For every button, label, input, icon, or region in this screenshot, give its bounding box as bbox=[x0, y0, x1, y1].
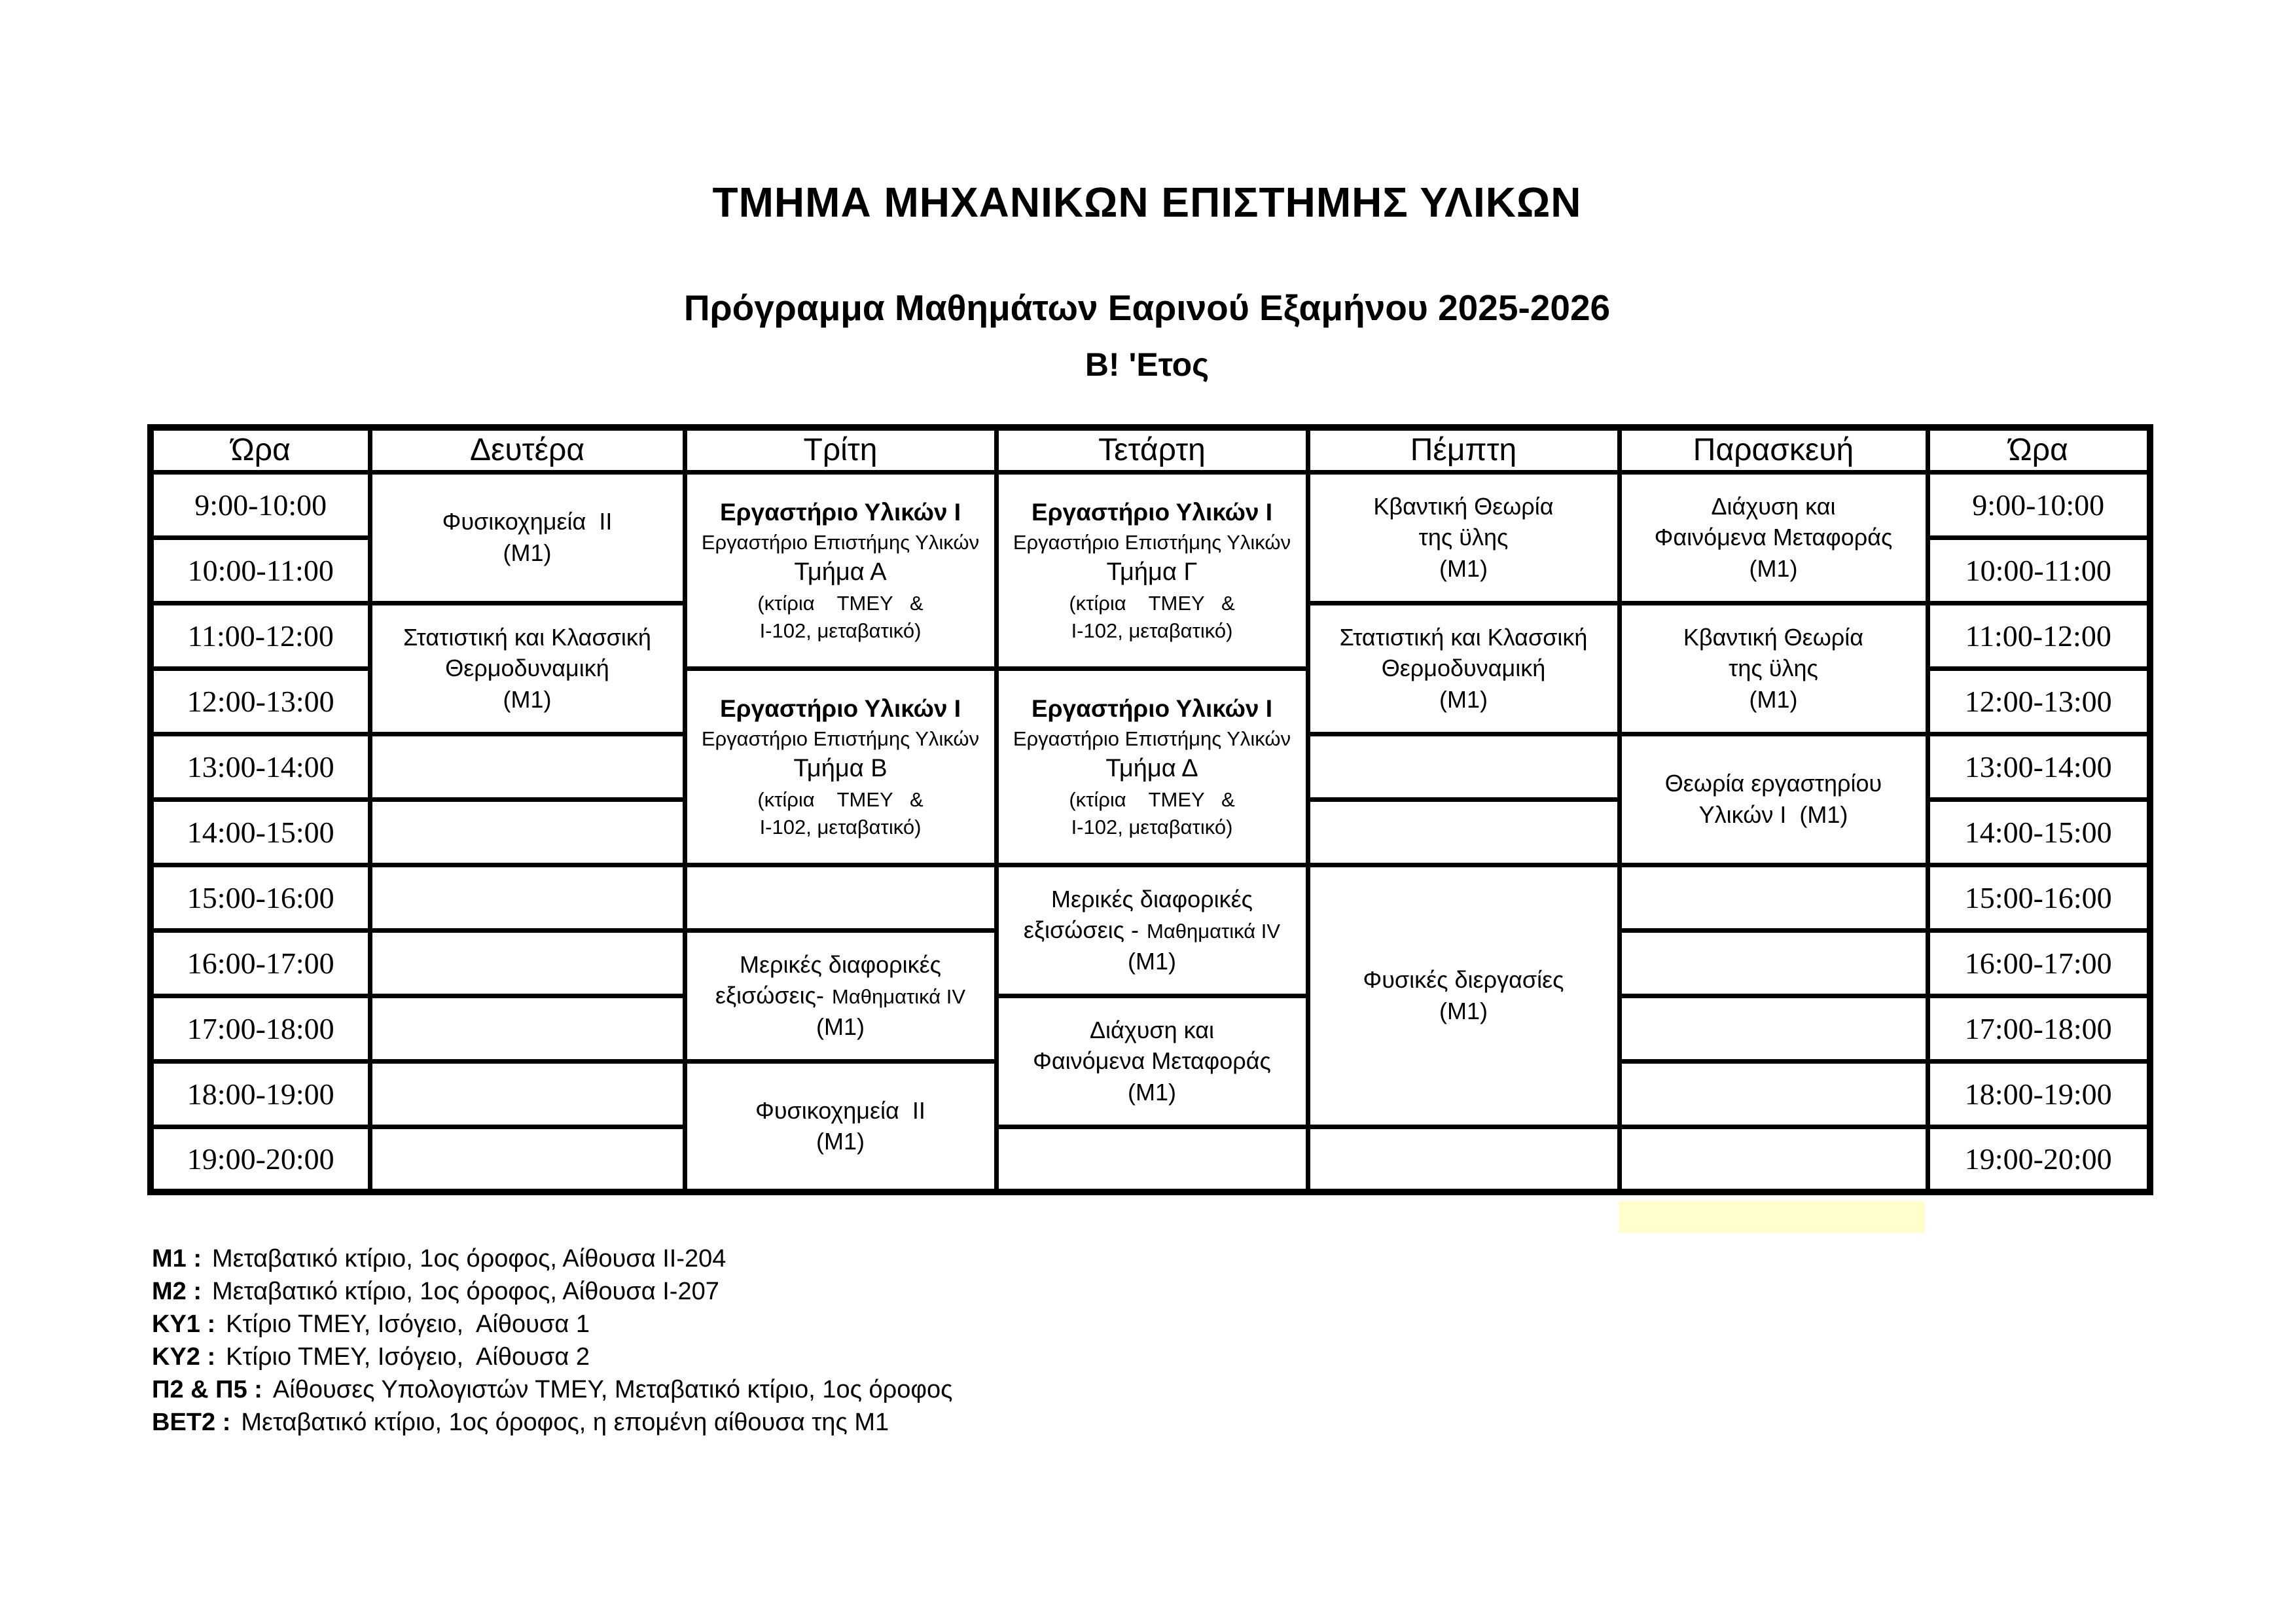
time-cell-right-4: 13:00-14:00 bbox=[1928, 734, 2150, 799]
course-room: (Μ1) bbox=[816, 1013, 865, 1040]
time-cell-right-9: 18:00-19:00 bbox=[1928, 1061, 2150, 1127]
empty-cell bbox=[370, 996, 685, 1061]
course-location: Ι-102, μεταβατικό) bbox=[759, 619, 922, 642]
course-dept: Εργαστήριο Επιστήμης Υλικών bbox=[701, 727, 980, 750]
course-section: Τμήμα Α bbox=[794, 558, 887, 586]
time-cell-left-3: 12:00-13:00 bbox=[151, 668, 370, 734]
empty-cell bbox=[685, 865, 996, 930]
time-cell-right-7: 16:00-17:00 bbox=[1928, 930, 2150, 996]
legend-item bbox=[152, 1308, 952, 1341]
highlight-strip bbox=[1619, 1201, 1925, 1233]
page-title: ΤΜΗΜΑ ΜΗΧΑΝΙΚΩΝ ΕΠΙΣΤΗΜΗΣ ΥΛΙΚΩΝ bbox=[712, 179, 1582, 226]
cell-tuesday-pde bbox=[685, 930, 996, 1061]
empty-cell bbox=[1308, 799, 1619, 865]
empty-cell bbox=[1308, 1127, 1619, 1192]
time-cell-right-5: 14:00-15:00 bbox=[1928, 799, 2150, 865]
table-row bbox=[151, 996, 2150, 1061]
course-title: Διάχυση και bbox=[1089, 1016, 1215, 1043]
course-title bbox=[687, 980, 994, 1011]
legend-item bbox=[152, 1373, 952, 1406]
header-wednesday: Τετάρτη bbox=[996, 427, 1308, 472]
course-room: (Μ1) bbox=[1128, 947, 1176, 975]
legend-item bbox=[152, 1275, 952, 1308]
course-title: Εργαστήριο Υλικών I bbox=[1031, 695, 1273, 722]
time-cell-left-1: 10:00-11:00 bbox=[151, 537, 370, 603]
time-cell-right-6: 15:00-16:00 bbox=[1928, 865, 2150, 930]
empty-cell bbox=[370, 734, 685, 799]
table-row bbox=[151, 472, 2150, 537]
cell-wednesday-lab-d bbox=[996, 668, 1308, 865]
table-row bbox=[151, 865, 2150, 930]
course-dept: Εργαστήριο Επιστήμης Υλικών bbox=[1013, 727, 1291, 750]
empty-cell bbox=[1619, 996, 1928, 1061]
course-title: Φαινόμενα Μεταφοράς bbox=[1033, 1047, 1271, 1075]
empty-cell bbox=[996, 1127, 1308, 1192]
course-title: Μερικές διαφορικές bbox=[739, 950, 941, 978]
time-cell-right-0: 9:00-10:00 bbox=[1928, 472, 2150, 537]
legend-item bbox=[152, 1341, 952, 1373]
time-cell-right-3: 12:00-13:00 bbox=[1928, 668, 2150, 734]
empty-cell bbox=[1619, 930, 1928, 996]
course-title: Στατιστική και Κλασσική bbox=[403, 623, 651, 651]
time-cell-left-9: 18:00-19:00 bbox=[151, 1061, 370, 1127]
year-label: Β! 'Ετος bbox=[1085, 346, 1210, 383]
highlighted-empty-cell bbox=[1619, 865, 1928, 930]
cell-friday-diffusion bbox=[1619, 472, 1928, 603]
course-title: Φυσικοχημεία II bbox=[755, 1096, 925, 1124]
table-row bbox=[151, 1127, 2150, 1192]
course-title: Κβαντική Θεωρία bbox=[1373, 492, 1554, 520]
legend-text: Κτίριο ΤΜΕΥ, Ισόγειο, Αίθουσα 2 bbox=[226, 1343, 590, 1371]
time-cell-left-7: 16:00-17:00 bbox=[151, 930, 370, 996]
cell-wednesday-diffusion bbox=[996, 996, 1308, 1127]
legend-item bbox=[152, 1242, 952, 1275]
course-title: Θεωρία εργαστηρίου bbox=[1664, 770, 1882, 797]
course-location: (κτίρια ΤΜΕΥ & bbox=[757, 591, 924, 615]
cell-monday-physchem bbox=[370, 472, 685, 603]
course-location: (κτίρια ΤΜΕΥ & bbox=[1069, 787, 1235, 811]
course-title: Εργαστήριο Υλικών I bbox=[719, 695, 961, 722]
time-cell-right-2: 11:00-12:00 bbox=[1928, 603, 2150, 668]
course-location: Ι-102, μεταβατικό) bbox=[1071, 619, 1233, 642]
course-dept: Εργαστήριο Επιστήμης Υλικών bbox=[701, 530, 980, 554]
time-cell-left-8: 17:00-18:00 bbox=[151, 996, 370, 1061]
empty-cell bbox=[370, 799, 685, 865]
course-title: Φυσικοχημεία II bbox=[442, 508, 613, 535]
course-section: Τμήμα Γ bbox=[1106, 558, 1198, 586]
cell-thursday-processes bbox=[1308, 865, 1619, 1127]
cell-tuesday-lab-b bbox=[685, 668, 996, 865]
cell-wednesday-lab-c bbox=[996, 472, 1308, 668]
empty-cell bbox=[1308, 734, 1619, 799]
course-title-part: εξισώσεις - bbox=[1023, 916, 1139, 944]
cell-thursday-quantum bbox=[1308, 472, 1619, 603]
course-room: (Μ1) bbox=[1128, 1078, 1176, 1106]
cell-friday-quantum bbox=[1619, 603, 1928, 734]
course-title-part: Μαθηματικά IV bbox=[832, 985, 966, 1009]
course-title: της ϋλης bbox=[1418, 524, 1509, 551]
legend-label: ΚΥ1 : bbox=[152, 1310, 216, 1338]
course-room: (Μ1) bbox=[1439, 998, 1488, 1024]
course-title: Εργαστήριο Υλικών I bbox=[719, 498, 961, 526]
header-friday: Παρασκευή bbox=[1619, 427, 1928, 472]
header-time-left: Ώρα bbox=[151, 427, 370, 472]
cell-monday-thermo bbox=[370, 603, 685, 734]
course-title: Υλικών I (Μ1) bbox=[1698, 801, 1848, 828]
course-room: (Μ1) bbox=[1749, 554, 1798, 582]
empty-cell bbox=[370, 930, 685, 996]
course-title: Θερμοδυναμική bbox=[445, 655, 609, 682]
time-cell-right-10: 19:00-20:00 bbox=[1928, 1127, 2150, 1192]
legend-label: Π2 & Π5 : bbox=[152, 1376, 262, 1403]
time-cell-left-4: 13:00-14:00 bbox=[151, 734, 370, 799]
cell-tuesday-physchem bbox=[685, 1061, 996, 1192]
legend-text: Μεταβατικό κτίριο, 1ος όροφος, Αίθουσα Ι-207 bbox=[212, 1278, 719, 1305]
header-thursday: Πέμπτη bbox=[1308, 427, 1619, 472]
course-room: (Μ1) bbox=[1439, 554, 1488, 582]
course-room: (Μ1) bbox=[1439, 685, 1488, 713]
course-title: της ϋλης bbox=[1729, 655, 1818, 682]
legend-text: Κτίριο ΤΜΕΥ, Ισόγειο, Αίθουσα 1 bbox=[226, 1310, 590, 1338]
empty-cell bbox=[1619, 1061, 1928, 1127]
header-tuesday: Τρίτη bbox=[685, 427, 996, 472]
cell-thursday-thermo bbox=[1308, 603, 1619, 734]
time-cell-left-6: 15:00-16:00 bbox=[151, 865, 370, 930]
time-cell-left-2: 11:00-12:00 bbox=[151, 603, 370, 668]
course-title: Μερικές διαφορικές bbox=[1050, 885, 1253, 912]
course-location: Ι-102, μεταβατικό) bbox=[759, 815, 922, 839]
course-room: (Μ1) bbox=[1749, 685, 1798, 713]
course-location: Ι-102, μεταβατικό) bbox=[1071, 815, 1233, 839]
course-room: (Μ1) bbox=[503, 539, 552, 566]
legend-text: Μεταβατικό κτίριο, 1ος όροφος, Αίθουσα ΙΙ-204 bbox=[212, 1245, 726, 1272]
course-title: Εργαστήριο Υλικών I bbox=[1031, 498, 1273, 526]
room-legend bbox=[152, 1242, 952, 1439]
timetable bbox=[147, 424, 2153, 1195]
course-location: (κτίρια ΤΜΕΥ & bbox=[757, 787, 924, 811]
legend-text: Αίθουσες Υπολογιστών ΤΜΕΥ, Μεταβατικό κτίριο, 1ος όροφος bbox=[272, 1376, 953, 1403]
cell-wednesday-pde bbox=[996, 865, 1308, 996]
highlighted-empty-cell bbox=[1619, 1127, 1928, 1192]
empty-cell bbox=[370, 1127, 685, 1192]
header-monday: Δευτέρα bbox=[370, 427, 685, 472]
legend-label: ΚΥ2 : bbox=[152, 1343, 216, 1371]
legend-item bbox=[152, 1406, 952, 1439]
cell-friday-lab-theory bbox=[1619, 734, 1928, 865]
course-room: (Μ1) bbox=[816, 1128, 865, 1155]
legend-text: Μεταβατικό κτίριο, 1ος όροφος, η επομένη αίθουσα της Μ1 bbox=[241, 1409, 889, 1436]
header-time-right: Ώρα bbox=[1928, 427, 2150, 472]
course-title: Στατιστική και Κλασσική bbox=[1339, 623, 1588, 651]
course-title: Κβαντική Θεωρία bbox=[1683, 623, 1864, 651]
course-location: (κτίρια ΤΜΕΥ & bbox=[1069, 591, 1235, 615]
time-cell-left-5: 14:00-15:00 bbox=[151, 799, 370, 865]
course-title-part: εξισώσεις- bbox=[715, 982, 824, 1009]
course-title: Θερμοδυναμική bbox=[1381, 655, 1546, 682]
page-subtitle: Πρόγραμμα Μαθημάτων Εαρινού Εξαμήνου 2025-2026 bbox=[683, 287, 1611, 328]
legend-label: Μ2 : bbox=[152, 1278, 202, 1305]
course-room: (Μ1) bbox=[503, 685, 552, 713]
course-title: Φυσικές διεργασίες bbox=[1363, 966, 1564, 994]
time-cell-right-8: 17:00-18:00 bbox=[1928, 996, 2150, 1061]
time-cell-left-0: 9:00-10:00 bbox=[151, 472, 370, 537]
time-cell-left-10: 19:00-20:00 bbox=[151, 1127, 370, 1192]
time-cell-right-1: 10:00-11:00 bbox=[1928, 537, 2150, 603]
legend-label: ΒΕΤ2 : bbox=[152, 1409, 231, 1436]
course-title bbox=[999, 914, 1306, 946]
empty-cell bbox=[370, 1061, 685, 1127]
empty-cell bbox=[370, 865, 685, 930]
course-section: Τμήμα Β bbox=[793, 755, 888, 783]
course-dept: Εργαστήριο Επιστήμης Υλικών bbox=[1013, 530, 1291, 554]
header-row bbox=[151, 427, 2150, 472]
course-title: Διάχυση και bbox=[1711, 492, 1836, 520]
course-title: Φαινόμενα Μεταφοράς bbox=[1654, 524, 1893, 551]
cell-tuesday-lab-a bbox=[685, 472, 996, 668]
course-section: Τμήμα Δ bbox=[1105, 755, 1198, 783]
legend-label: Μ1 : bbox=[152, 1245, 202, 1272]
course-title-part: Μαθηματικά IV bbox=[1147, 920, 1281, 943]
